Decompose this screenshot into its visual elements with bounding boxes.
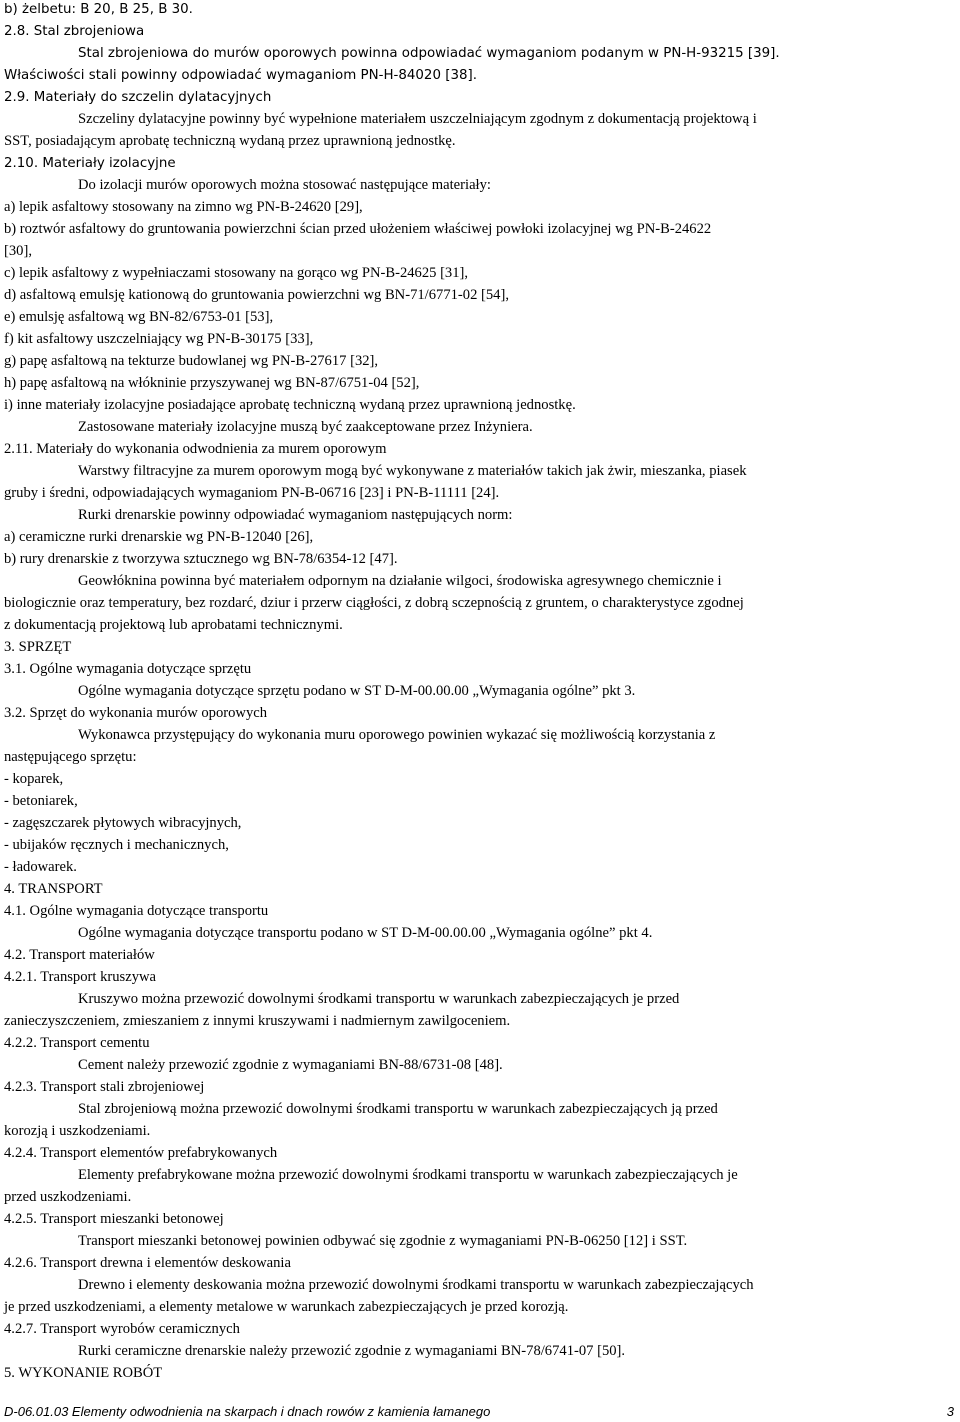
section-heading: 3.2. Sprzęt do wykonania murów oporowych (4, 705, 268, 721)
chapter-heading: 3. SPRZĘT (4, 639, 72, 655)
text-line: b) żelbetu: B 20, B 25, B 30. (4, 2, 193, 17)
list-item: g) papę asfaltową na tekturze budowlanej wg PN-B-27617 [32], (4, 353, 379, 369)
list-item: b) roztwór asfaltowy do gruntowania powierzchni ścian przed ułożeniem właściwej powłoki izolacyjnej wg PN-B-24622 (4, 221, 712, 237)
paragraph-line: Cement należy przewozić zgodnie z wymaganiami BN-88/6731-08 [48]. (78, 1057, 503, 1073)
subsection-heading: 4.2.3. Transport stali zbrojeniowej (4, 1079, 205, 1095)
subsection-heading: 4.2.4. Transport elementów prefabrykowanych (4, 1145, 278, 1161)
section-heading: 4.2. Transport materiałów (4, 947, 155, 963)
paragraph-line: Szczeliny dylatacyjne powinny być wypełnione materiałem uszczelniającym zgodnym z dokumentacją projektową i (78, 111, 757, 127)
list-item: - koparek, (4, 771, 64, 787)
paragraph-line: Kruszywo można przewozić dowolnymi środkami transportu w warunkach zabezpieczających je przed (78, 991, 680, 1007)
paragraph-line: Ogólne wymagania dotyczące sprzętu podano w ST D-M-00.00.00 „Wymagania ogólne” pkt 3. (78, 683, 636, 699)
section-heading: 2.8. Stal zbrojeniowa (4, 24, 145, 39)
chapter-heading: 4. TRANSPORT (4, 881, 103, 897)
paragraph-line: Elementy prefabrykowane można przewozić dowolnymi środkami transportu w warunkach zabezpieczających je (78, 1167, 738, 1183)
chapter-heading: 5. WYKONANIE ROBÓT (4, 1365, 163, 1381)
subsection-heading: 4.2.7. Transport wyrobów ceramicznych (4, 1321, 240, 1337)
list-item: b) rury drenarskie z tworzywa sztucznego wg BN-78/6354-12 [47]. (4, 551, 398, 567)
list-item: i) inne materiały izolacyjne posiadające aprobatę techniczną wydaną przez uprawnioną jednostkę. (4, 397, 576, 413)
page-footer (4, 1403, 958, 1421)
paragraph-line: Rurki drenarskie powinny odpowiadać wymaganiom następujących norm: (78, 507, 513, 523)
section-heading: 2.9. Materiały do szczelin dylatacyjnych (4, 90, 272, 105)
list-item: - zagęszczarek płytowych wibracyjnych, (4, 815, 242, 831)
paragraph-line: Wykonawca przystępujący do wykonania muru oporowego powinien wykazać się możliwością korzystania z (78, 727, 716, 743)
list-item: f) kit asfaltowy uszczelniający wg PN-B-30175 [33], (4, 331, 314, 347)
section-heading: 2.10. Materiały izolacyjne (4, 156, 176, 171)
page-number: 3 (946, 1404, 954, 1419)
paragraph-line: biologicznie oraz temperatury, bez rozdarć, dziur i przerw ciągłości, z dobrą sczepnością z gruntem, o charakterystyce zgodnej (4, 595, 744, 611)
paragraph-line: z dokumentacją projektową lub aprobatami technicznymi. (4, 617, 343, 633)
paragraph-line: następującego sprzętu: (4, 749, 137, 765)
footer-title: D-06.01.03 Elementy odwodnienia na skarpach i dnach rowów z kamienia łamanego (4, 1404, 491, 1419)
list-item: - betoniarek, (4, 793, 78, 809)
subsection-heading: 4.2.1. Transport kruszywa (4, 969, 157, 985)
paragraph-line: Warstwy filtracyjne za murem oporowym mogą być wykonywane z materiałów takich jak żwir, mieszanka, piasek (78, 463, 747, 479)
subsection-heading: 4.2.6. Transport drewna i elementów deskowania (4, 1255, 291, 1271)
subsection-heading: 4.2.2. Transport cementu (4, 1035, 150, 1051)
list-item: a) ceramiczne rurki drenarskie wg PN-B-12040 [26], (4, 529, 314, 545)
paragraph-line: Rurki ceramiczne drenarskie należy przewozić zgodnie z wymaganiami BN-78/6741-07 [50]. (78, 1343, 626, 1359)
paragraph-line: Geowłóknina powinna być materiałem odpornym na działanie wilgoci, środowiska agresywnego chemicznie i (78, 573, 722, 589)
paragraph-line: Do izolacji murów oporowych można stosować następujące materiały: (78, 177, 491, 193)
paragraph-line: Transport mieszanki betonowej powinien odbywać się zgodnie z wymaganiami PN-B-06250 [12] i SST. (78, 1233, 688, 1249)
paragraph-line: SST, posiadającym aprobatę techniczną wydaną przez uprawnioną jednostkę. (4, 133, 456, 149)
list-item: e) emulsję asfaltową wg BN-82/6753-01 [53], (4, 309, 274, 325)
paragraph-line: Zastosowane materiały izolacyjne muszą być zaakceptowane przez Inżyniera. (78, 419, 533, 435)
paragraph-line: korozją i uszkodzeniami. (4, 1123, 151, 1139)
section-heading: 3.1. Ogólne wymagania dotyczące sprzętu (4, 661, 252, 677)
paragraph-line: je przed uszkodzeniami, a elementy metalowe w warunkach zabezpieczających je przed korozją. (4, 1299, 569, 1315)
list-item: a) lepik asfaltowy stosowany na zimno wg PN-B-24620 [29], (4, 199, 363, 215)
paragraph-line: Stal zbrojeniową można przewozić dowolnymi środkami transportu w warunkach zabezpieczających ją przed (78, 1101, 718, 1117)
list-item: [30], (4, 243, 32, 259)
paragraph-line: zanieczyszczeniem, zmieszaniem z innymi kruszywami i nadmiernym zawilgoceniem. (4, 1013, 511, 1029)
subsection-heading: 4.2.5. Transport mieszanki betonowej (4, 1211, 224, 1227)
list-item: c) lepik asfaltowy z wypełniaczami stosowany na gorąco wg PN-B-24625 [31], (4, 265, 469, 281)
section-heading: 4.1. Ogólne wymagania dotyczące transportu (4, 903, 269, 919)
paragraph-line: Właściwości stali powinny odpowiadać wymaganiom PN-H-84020 [38]. (4, 68, 477, 83)
paragraph-line: Stal zbrojeniowa do murów oporowych powinna odpowiadać wymaganiom podanym w PN-H-93215 [39]. (78, 46, 780, 61)
paragraph-line: Drewno i elementy deskowania można przewozić dowolnymi środkami transportu w warunkach zabezpieczających (78, 1277, 754, 1293)
list-item: - ładowarek. (4, 859, 77, 875)
list-item: d) asfaltową emulsję kationową do gruntowania powierzchni wg BN-71/6771-02 [54], (4, 287, 509, 303)
paragraph-line: przed uszkodzeniami. (4, 1189, 132, 1205)
list-item: h) papę asfaltową na włókninie przyszywanej wg BN-87/6751-04 [52], (4, 375, 420, 391)
list-item: - ubijaków ręcznych i mechanicznych, (4, 837, 229, 853)
section-heading: 2.11. Materiały do wykonania odwodnienia za murem oporowym (4, 441, 387, 457)
paragraph-line: gruby i średni, odpowiadających wymaganiom PN-B-06716 [23] i PN-B-11111 [24]. (4, 485, 500, 501)
paragraph-line: Ogólne wymagania dotyczące transportu podano w ST D-M-00.00.00 „Wymagania ogólne” pkt 4. (78, 925, 653, 941)
